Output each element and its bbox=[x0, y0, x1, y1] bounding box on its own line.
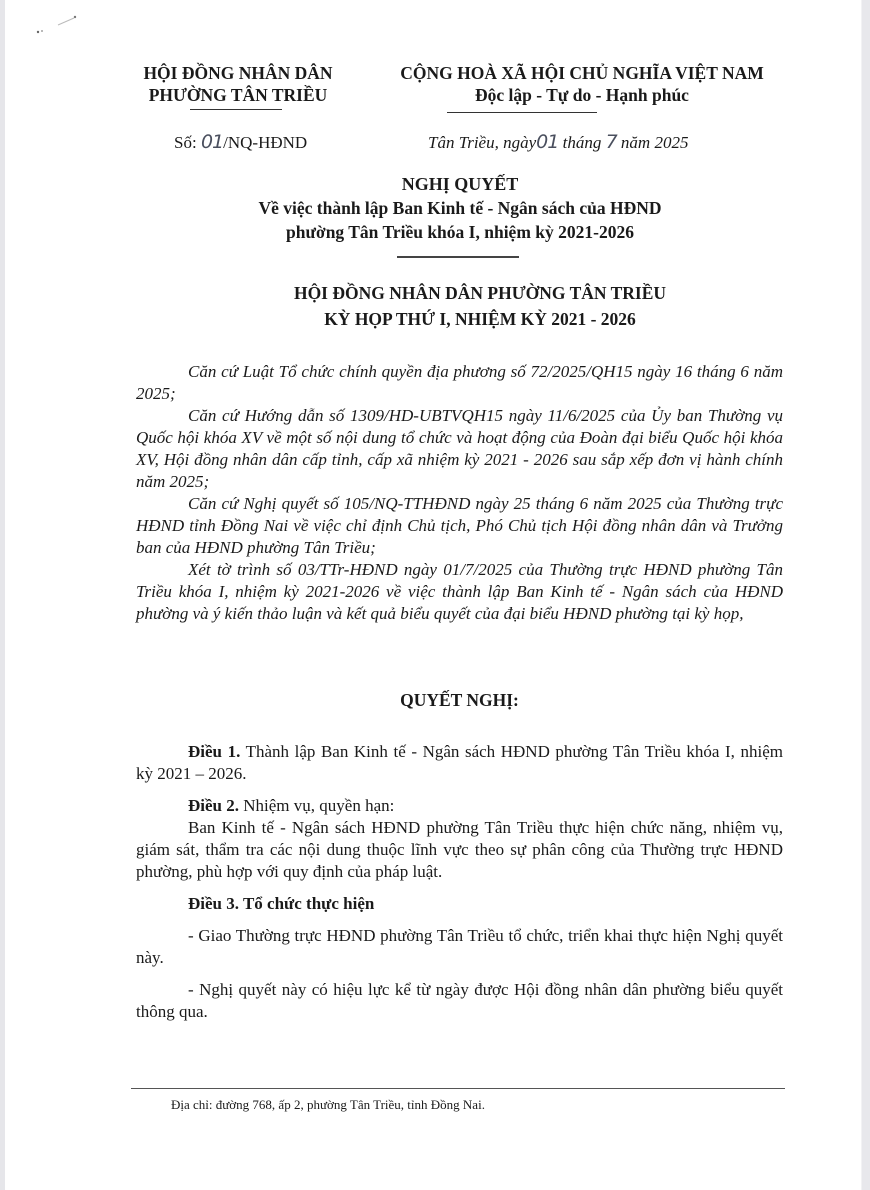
resolve-heading: QUYẾT NGHỊ: bbox=[400, 690, 519, 710]
article-3-label: Điều 3. Tổ chức thực hiện bbox=[188, 894, 375, 913]
issuer-line-1: HỘI ĐỒNG NHÂN DÂN bbox=[143, 63, 333, 83]
subject-line-1: Về việc thành lập Ban Kinh tế - Ngân sách của HĐND bbox=[258, 198, 662, 218]
issuer-line-2: PHƯỜNG TÂN TRIỀU bbox=[148, 85, 328, 105]
article-2-body: Ban Kinh tế - Ngân sách HĐND phường Tân Triều thực hiện chức năng, nhiệm vụ, giám sát, thẩm tra các nội dung thuộc lĩnh vực theo sự phân công của Thường trực HĐND phường, phù hợp với quy định của pháp luật. bbox=[136, 818, 783, 881]
article-3 bbox=[136, 893, 783, 915]
page-edge-left bbox=[0, 0, 5, 1190]
national-header bbox=[362, 62, 802, 106]
legal-basis-item: Xét tờ trình số 03/TTr-HĐND ngày 01/7/2025 của Thường trực HĐND phường Tân Triều khóa I, nhiệm kỳ 2021-2026 về việc thành lập Ban Kinh tế - Ngân sách của HĐND phường và ý kiến thảo luận và kết quả biểu quyết của đại biểu HĐND phường tại kỳ họp, bbox=[136, 560, 783, 623]
council-name: HỘI ĐỒNG NHÂN DÂN PHƯỜNG TÂN TRIỀU bbox=[293, 283, 667, 303]
footer-rule bbox=[131, 1088, 785, 1089]
legal-basis-item: Căn cứ Luật Tổ chức chính quyền địa phương số 72/2025/QH15 ngày 16 tháng 6 năm 2025; bbox=[136, 362, 783, 403]
nation-motto: Độc lập - Tự do - Hạnh phúc bbox=[475, 85, 689, 105]
issuer-underline bbox=[190, 109, 282, 110]
article-2 bbox=[136, 795, 783, 817]
issuer-block bbox=[138, 62, 338, 106]
council-block bbox=[180, 280, 780, 332]
nation-name: CỘNG HOÀ XÃ HỘI CHỦ NGHĨA VIỆT NAM bbox=[400, 63, 764, 83]
motto-underline bbox=[447, 112, 597, 113]
legal-basis bbox=[136, 361, 783, 625]
number-handwritten: 01 bbox=[200, 131, 224, 153]
document-type: NGHỊ QUYẾT bbox=[401, 174, 519, 194]
number-suffix: /NQ-HĐND bbox=[223, 133, 308, 152]
date-day: 01 bbox=[536, 131, 559, 153]
title-separator bbox=[397, 256, 519, 258]
document-date bbox=[428, 131, 688, 153]
footer-address: Địa chỉ: đường 768, ấp 2, phường Tân Triều, tỉnh Đồng Nai. bbox=[171, 1097, 485, 1112]
article-1-label: Điều 1. bbox=[188, 742, 241, 761]
document-number bbox=[174, 131, 307, 153]
article-2-text: Nhiệm vụ, quyền hạn: bbox=[239, 796, 395, 815]
date-month: 7 bbox=[605, 131, 617, 153]
article-1-text: Thành lập Ban Kinh tế - Ngân sách HĐND phường Tân Triều khóa I, nhiệm kỳ 2021 – 2026. bbox=[136, 742, 783, 783]
page-edge-right bbox=[861, 0, 870, 1190]
session-name: KỲ HỌP THỨ I, NHIỆM KỲ 2021 - 2026 bbox=[324, 309, 636, 329]
document-title-block bbox=[150, 172, 770, 244]
article-3-item: - Nghị quyết này có hiệu lực kể từ ngày được Hội đồng nhân dân phường biểu quyết thông qua. bbox=[136, 980, 783, 1021]
article-1 bbox=[136, 741, 783, 785]
legal-basis-item: Căn cứ Nghị quyết số 105/NQ-TTHĐND ngày 25 tháng 6 năm 2025 của Thường trực HĐND tỉnh Đồng Nai về việc chỉ định Chủ tịch, Phó Chủ tịch Hội đồng nhân dân và Trưởng ban của HĐND phường Tân Triều; bbox=[136, 494, 783, 557]
number-prefix: Số: bbox=[174, 133, 197, 152]
article-2-label: Điều 2. bbox=[188, 796, 239, 815]
pen-mark bbox=[34, 12, 84, 36]
legal-basis-item: Căn cứ Hướng dẫn số 1309/HD-UBTVQH15 ngày 11/6/2025 của Ủy ban Thường vụ Quốc hội khóa XV về một số nội dung tổ chức và hoạt động của Đoàn đại biểu Quốc hội khóa XV, Hội đồng nhân dân cấp tỉnh, cấp xã nhiệm kỳ 2021 - 2026 sau sắp xếp đơn vị hành chính năm 2025; bbox=[136, 406, 783, 491]
date-place: Tân Triều, ngày bbox=[428, 133, 537, 152]
article-3-item: - Giao Thường trực HĐND phường Tân Triều tổ chức, triển khai thực hiện Nghị quyết này. bbox=[136, 926, 783, 967]
articles bbox=[136, 741, 783, 1033]
date-year: năm 2025 bbox=[620, 133, 689, 152]
date-month-label: tháng bbox=[562, 133, 602, 152]
subject-line-2: phường Tân Triều khóa I, nhiệm kỳ 2021-2026 bbox=[286, 222, 634, 242]
